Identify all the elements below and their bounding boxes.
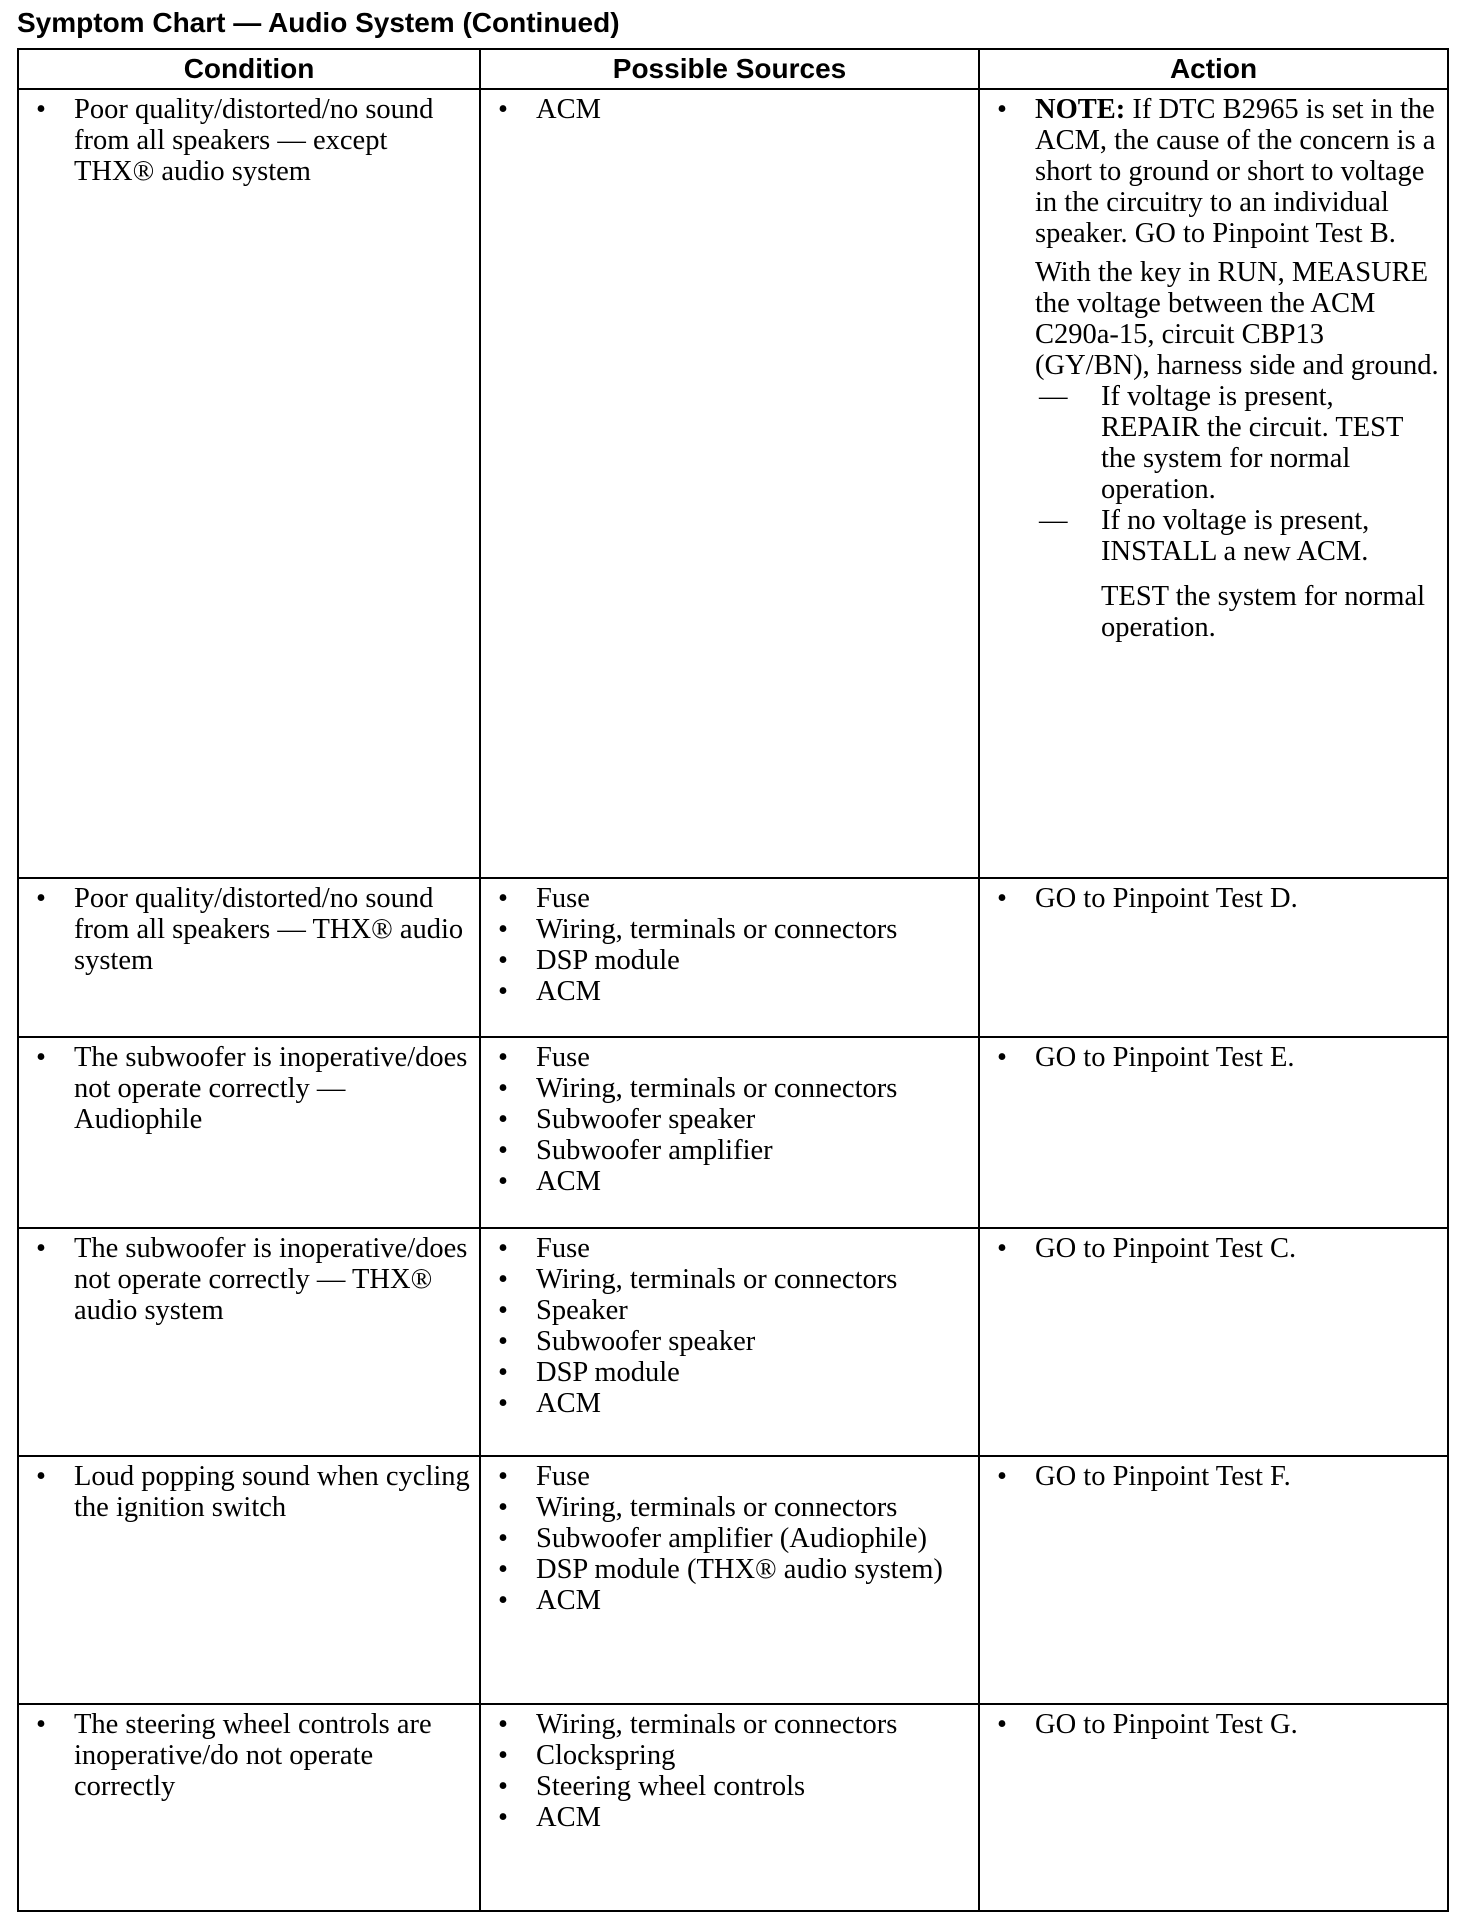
action-text: • GO to Pinpoint Test E.	[988, 1042, 1439, 1073]
condition-text: • Poor quality/distorted/no sound from all speakers — except THX® audio system	[27, 94, 471, 187]
source-item: • DSP module (THX® audio system)	[489, 1554, 970, 1585]
source-item: • Steering wheel controls	[489, 1771, 970, 1802]
action-text: • GO to Pinpoint Test F.	[988, 1461, 1439, 1492]
condition-cell	[18, 1228, 480, 1456]
header-action: Action	[979, 49, 1448, 89]
condition-text: • The subwoofer is inoperative/does not operate correctly — THX® audio system	[27, 1233, 471, 1326]
source-item: • Speaker	[489, 1295, 970, 1326]
condition-cell	[18, 1037, 480, 1228]
source-item: • DSP module	[489, 945, 970, 976]
table-row	[18, 1704, 1448, 1911]
condition-text: • Poor quality/distorted/no sound from all speakers — THX® audio system	[27, 883, 471, 976]
source-item: • Subwoofer speaker	[489, 1326, 970, 1357]
note-label: NOTE:	[1035, 94, 1126, 125]
condition-cell	[18, 1704, 480, 1911]
condition-text: • Loud popping sound when cycling the ignition switch	[27, 1461, 471, 1523]
sources-cell	[480, 878, 979, 1037]
page-title: Symptom Chart — Audio System (Continued)	[17, 7, 620, 38]
action-note	[988, 94, 1439, 249]
action-dash-item: — If voltage is present, REPAIR the circuit. TEST the system for normal operation.	[1039, 381, 1403, 505]
source-item: • DSP module	[489, 1357, 970, 1388]
action-cell	[979, 1456, 1448, 1704]
source-item: • Subwoofer amplifier	[489, 1135, 970, 1166]
header-condition: Condition	[18, 49, 480, 89]
condition-cell	[18, 1456, 480, 1704]
table-row	[18, 1037, 1448, 1228]
table-row	[18, 1456, 1448, 1704]
source-item: • Wiring, terminals or connectors	[489, 1492, 970, 1523]
note-text: If DTC B2965 is set in the ACM, the cause of the concern is a short to ground or short to voltage in the circuitry to an individual speaker. GO to Pinpoint Test B.	[1035, 94, 1436, 249]
source-item: • Wiring, terminals or connectors	[489, 914, 970, 945]
table-row	[18, 1228, 1448, 1456]
action-text: • GO to Pinpoint Test D.	[988, 883, 1439, 914]
action-paragraph: With the key in RUN, MEASURE the voltage between the ACM C290a-15, circuit CBP13 (GY/BN), harness side and ground.	[1035, 257, 1439, 381]
condition-text: • The steering wheel controls are inoperative/do not operate correctly	[27, 1709, 471, 1802]
source-item: • Clockspring	[489, 1740, 970, 1771]
source-item: • Subwoofer speaker	[489, 1104, 970, 1135]
source-item: • Fuse	[489, 1461, 970, 1492]
sources-cell	[480, 1456, 979, 1704]
dash-mark: —	[1039, 381, 1068, 412]
source-item: • Fuse	[489, 1042, 970, 1073]
source-item: • ACM	[489, 94, 970, 125]
sources-cell	[480, 89, 979, 878]
symptom-chart-table	[17, 48, 1449, 1912]
dash-mark: —	[1039, 505, 1068, 536]
header-possible-sources: Possible Sources	[480, 49, 979, 89]
action-cell	[979, 89, 1448, 878]
action-dash-item: — If no voltage is present, INSTALL a new ACM.	[1039, 505, 1370, 567]
table-row	[18, 878, 1448, 1037]
action-cell	[979, 1228, 1448, 1456]
source-item: • ACM	[489, 1585, 970, 1616]
source-item: • Subwoofer amplifier (Audiophile)	[489, 1523, 970, 1554]
table-row	[18, 89, 1448, 878]
source-item: • Fuse	[489, 883, 970, 914]
sources-cell	[480, 1704, 979, 1911]
condition-cell	[18, 878, 480, 1037]
source-item: • ACM	[489, 976, 970, 1007]
source-item: • Fuse	[489, 1233, 970, 1264]
action-text: • GO to Pinpoint Test G.	[988, 1709, 1439, 1740]
condition-cell	[18, 89, 480, 878]
sources-cell	[480, 1037, 979, 1228]
action-cell	[979, 1037, 1448, 1228]
sources-cell	[480, 1228, 979, 1456]
action-text: • GO to Pinpoint Test C.	[988, 1233, 1439, 1264]
action-cell	[979, 878, 1448, 1037]
condition-text: • The subwoofer is inoperative/does not operate correctly — Audiophile	[27, 1042, 471, 1135]
source-item: • Wiring, terminals or connectors	[489, 1073, 970, 1104]
source-item: • ACM	[489, 1166, 970, 1197]
source-item: • Wiring, terminals or connectors	[489, 1264, 970, 1295]
header-row	[18, 49, 1448, 89]
source-item: • Wiring, terminals or connectors	[489, 1709, 970, 1740]
action-cell	[979, 1704, 1448, 1911]
source-item: • ACM	[489, 1388, 970, 1419]
source-item: • ACM	[489, 1802, 970, 1833]
action-final-paragraph: TEST the system for normal operation.	[1101, 581, 1426, 643]
